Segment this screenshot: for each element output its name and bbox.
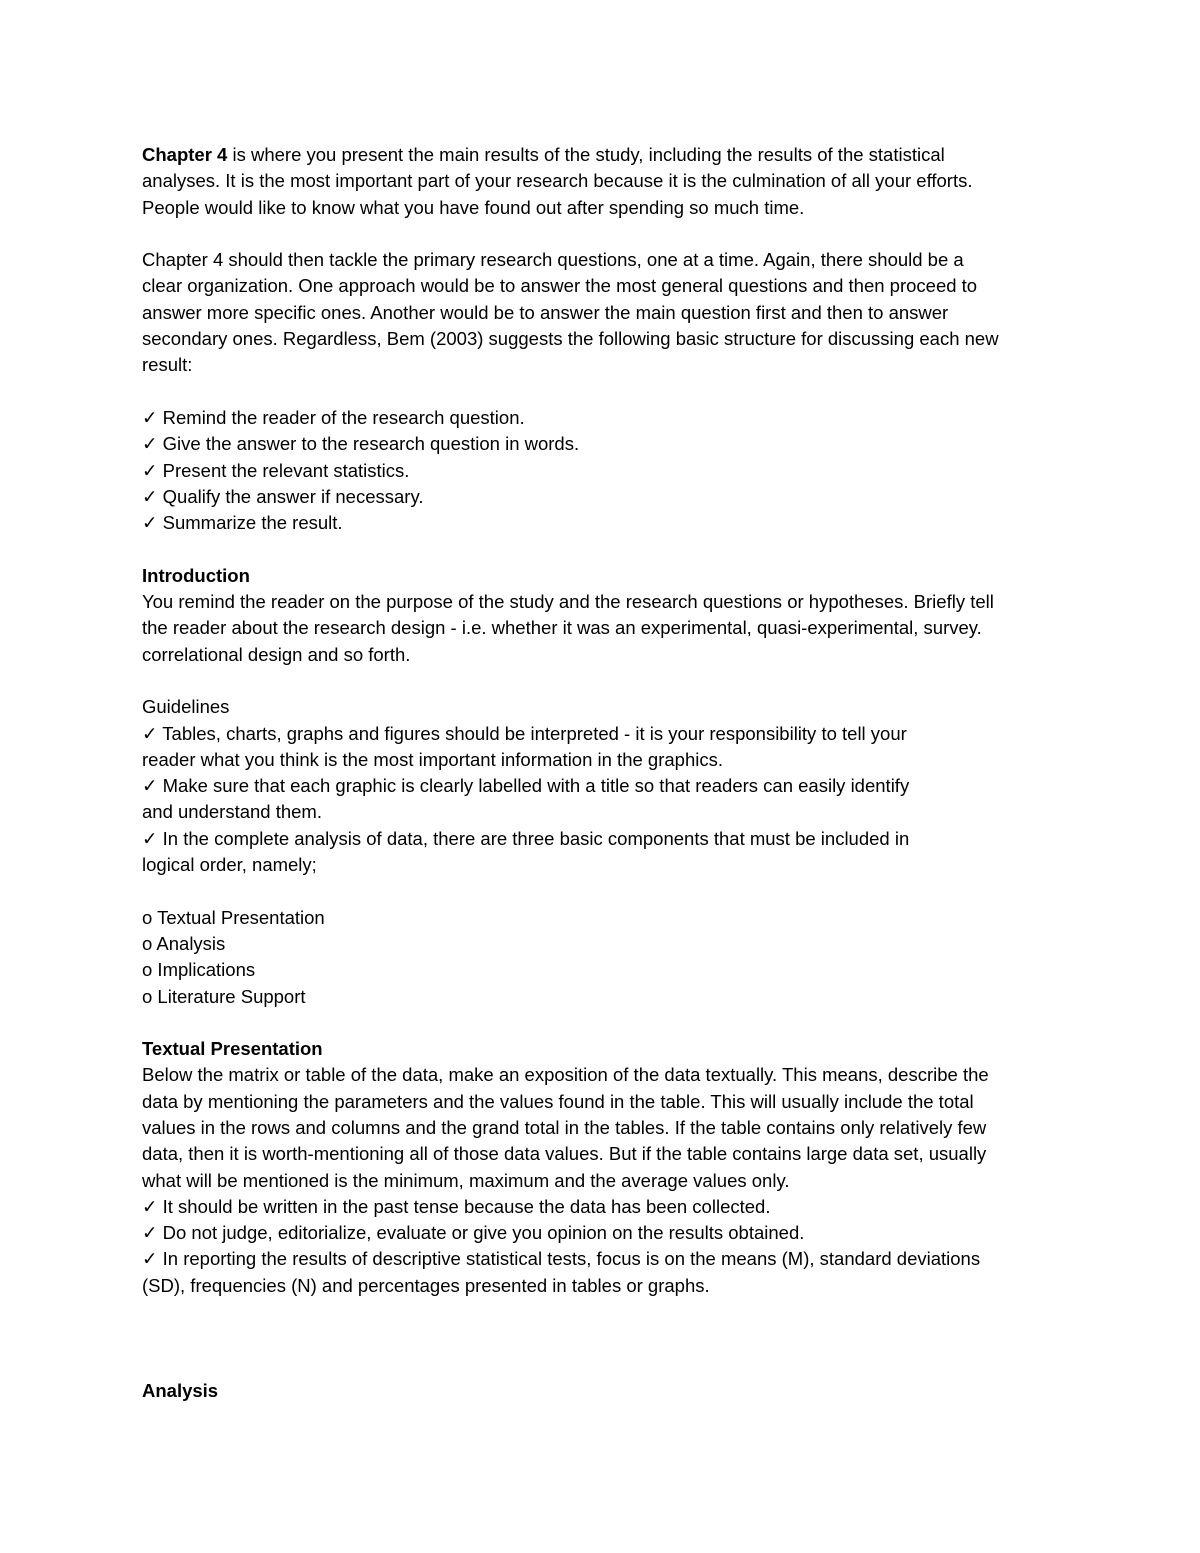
- checklist-item: ✓ Give the answer to the research question in words.: [142, 433, 580, 455]
- paragraph-line: data, then it is worth-mentioning all of those data values. But if the table contains large data set, usually: [142, 1143, 987, 1165]
- paragraph-line: Chapter 4 should then tackle the primary research questions, one at a time. Again, there should be a: [142, 249, 964, 271]
- paragraph-line: correlational design and so forth.: [142, 643, 411, 665]
- chapter-label: Chapter 4: [142, 144, 228, 165]
- guideline-line: ✓ Make sure that each graphic is clearly labelled with a title so that readers can easily identify: [142, 775, 910, 797]
- paragraph-line: what will be mentioned is the minimum, maximum and the average values only.: [142, 1169, 790, 1191]
- paragraph-line: values in the rows and columns and the grand total in the tables. If the table contains only relatively few: [142, 1116, 987, 1138]
- paragraph-line: result:: [142, 354, 193, 376]
- document-page: [142, 142, 1062, 1404]
- checklist-item: ✓ Do not judge, editorialize, evaluate or give you opinion on the results obtained.: [142, 1222, 805, 1244]
- checklist-item: ✓ It should be written in the past tense because the data has been collected.: [142, 1195, 771, 1217]
- guideline-line: ✓ Tables, charts, graphs and figures should be interpreted - it is your responsibility to tell your: [142, 722, 907, 744]
- paragraph-line: clear organization. One approach would be to answer the most general questions and then proceed to: [142, 275, 978, 297]
- checklist-item: ✓ Summarize the result.: [142, 512, 343, 534]
- paragraph-line: secondary ones. Regardless, Bem (2003) suggests the following basic structure for discussing each new: [142, 328, 999, 350]
- paragraph-line: You remind the reader on the purpose of the study and the research questions or hypotheses. Briefly tell: [142, 591, 994, 613]
- component-item: o Analysis: [142, 932, 226, 954]
- guideline-line: ✓ In the complete analysis of data, there are three basic components that must be included in: [142, 827, 910, 849]
- paragraph-chapter4-intro: [142, 142, 1062, 221]
- component-item: o Implications: [142, 959, 256, 981]
- section-heading-textual-presentation: Textual Presentation: [142, 1038, 323, 1060]
- guideline-line: logical order, namely;: [142, 854, 317, 876]
- guideline-line: reader what you think is the most important information in the graphics.: [142, 748, 723, 770]
- paragraph-line: Below the matrix or table of the data, make an exposition of the data textually. This means, describe the: [142, 1064, 989, 1086]
- checklist-item: (SD), frequencies (N) and percentages presented in tables or graphs.: [142, 1274, 710, 1296]
- checklist-item: ✓ Remind the reader of the research question.: [142, 406, 525, 428]
- section-heading-guidelines: Guidelines: [142, 696, 230, 718]
- section-textual-presentation: [142, 1036, 1062, 1299]
- section-analysis: [142, 1378, 1062, 1404]
- paragraph-line: People would like to know what you have found out after spending so much time.: [142, 196, 805, 218]
- paragraph-line: the reader about the research design - i.e. whether it was an experimental, quasi-experimental, survey.: [142, 617, 982, 639]
- component-item: o Textual Presentation: [142, 906, 325, 928]
- checklist-item: ✓ Qualify the answer if necessary.: [142, 485, 424, 507]
- section-heading-analysis: Analysis: [142, 1379, 219, 1401]
- paragraph-line: Chapter 4 is where you present the main results of the study, including the results of the statistical: [142, 144, 945, 165]
- paragraph-line: analyses. It is the most important part of your research because it is the culmination of all your efforts.: [142, 170, 973, 192]
- paragraph-line: data by mentioning the parameters and the values found in the table. This will usually include the total: [142, 1090, 974, 1112]
- section-heading-introduction: Introduction: [142, 564, 250, 586]
- section-introduction: [142, 563, 1062, 668]
- component-item: o Literature Support: [142, 985, 306, 1007]
- checklist-item: ✓ Present the relevant statistics.: [142, 459, 410, 481]
- structure-checklist: [142, 405, 1062, 536]
- checklist-item: ✓ In reporting the results of descriptive statistical tests, focus is on the means (M), standard deviations: [142, 1248, 981, 1270]
- paragraph-line: answer more specific ones. Another would be to answer the main question first and then to answer: [142, 301, 949, 323]
- section-guidelines: [142, 694, 1062, 878]
- guideline-line: and understand them.: [142, 801, 322, 823]
- paragraph-research-questions: [142, 247, 1062, 378]
- components-list: [142, 905, 1062, 1010]
